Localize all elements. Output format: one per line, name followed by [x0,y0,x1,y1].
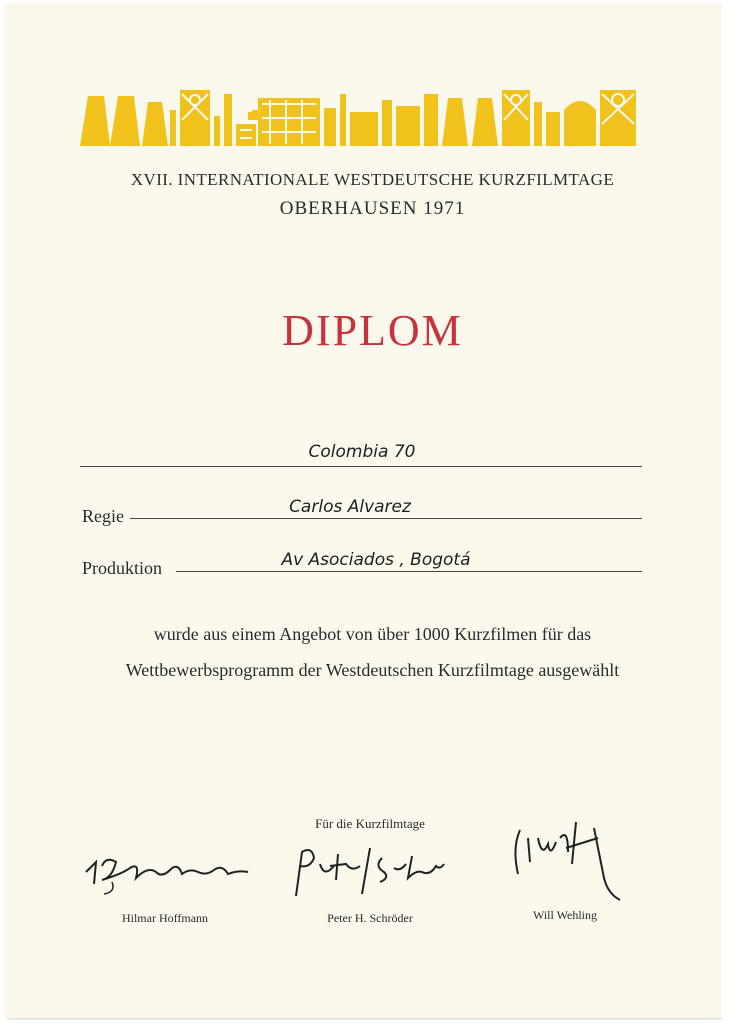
signature-wehling [508,808,628,904]
industrial-skyline-logo [80,90,644,146]
statement-line-2: Wettbewerbsprogramm der Westdeutschen Kurzfilmtage ausgewählt [125,660,620,680]
festival-name: XVII. INTERNATIONALE WESTDEUTSCHE KURZFILMTAGE [130,170,615,189]
film-title-line [80,466,642,467]
signature-hoffmann [82,848,252,900]
statement-line-1: wurde aus einem Angebot von über 1000 Kurzfilmen für das [153,624,592,644]
signatory-name-2: Peter H. Schröder [327,911,413,925]
page-edge [722,0,745,1024]
festival-location-year: OBERHAUSEN 1971 [279,198,466,219]
produktion-line [176,571,642,572]
regie-label: Regie [82,506,124,526]
produktion-value: Av Asociados , Bogotá [281,550,471,570]
produktion-label: Produktion [82,558,163,578]
signatures-caption: Für die Kurzfilmtage [315,816,425,831]
signatory-name-1: Hilmar Hoffmann [121,911,209,925]
diploma-title: DIPLOM [282,306,463,355]
signature-schroeder [290,842,450,900]
regie-value: Carlos Alvarez [289,497,411,517]
film-title-value: Colombia 70 [308,442,416,462]
regie-line [130,518,642,519]
signatory-name-3: Will Wehling [533,908,597,922]
